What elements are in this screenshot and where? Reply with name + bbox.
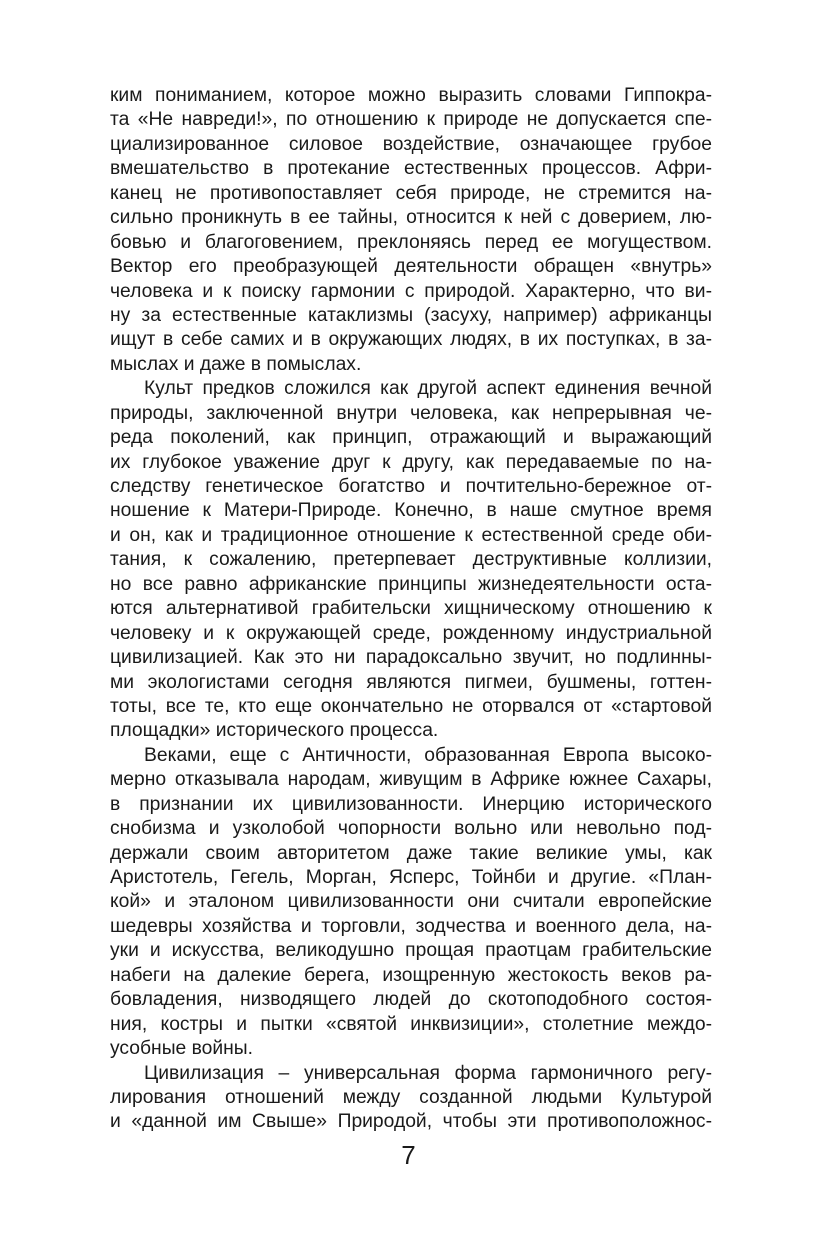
text-line: бовладения, низводящего людей до скотоподобного состоя-	[110, 989, 712, 1011]
text-line: но все равно африканские принципы жизнедеятельности оста-	[110, 573, 712, 595]
text-line: набеги на далекие берега, изощренную жестокость веков ра-	[110, 964, 712, 986]
text-line: усобные войны.	[110, 1038, 254, 1060]
text-line: цивилизацией. Как это ни парадоксально звучит, но подлинны-	[110, 647, 712, 669]
text-line: снобизма и узколобой чопорности вольно или невольно под-	[110, 818, 712, 840]
text-line: циализированное силовое воздействие, означающее грубое	[110, 133, 712, 155]
text-line: ния, костры и пытки «святой инквизиции», столетние междо-	[110, 1013, 712, 1035]
paragraph	[110, 377, 712, 744]
text-line: Аристотель, Гегель, Морган, Ясперс, Тойнби и другие. «План-	[110, 867, 712, 888]
text-line: ищут в себе самих и в окружающих людях, в их поступках, в за-	[110, 329, 712, 351]
text-line: уки и искусства, великодушно прощая праотцам грабительские	[110, 940, 712, 962]
text-line: площадки» исторического процесса.	[110, 720, 439, 742]
text-line: реда поколений, как принцип, отражающий и выражающий	[110, 427, 712, 449]
text-line: лирования отношений между созданной людьми Культурой	[110, 1086, 712, 1108]
text-line: ну за естественные катаклизмы (засуху, например) африканцы	[110, 304, 712, 326]
text-line: природы, заключенной внутри человека, как непрерывная че-	[110, 402, 712, 424]
page-body	[110, 84, 712, 1135]
text-line: канец не противопоставляет себя природе, не стремится на-	[110, 182, 712, 204]
text-line: держали своим авторитетом даже такие великие умы, как	[110, 842, 712, 864]
text-line: ким пониманием, которое можно выразить словами Гиппокра-	[110, 85, 712, 106]
text-line: шедевры хозяйства и торговли, зодчества и военного дела, на-	[110, 915, 712, 937]
text-line: ношение к Матери-Природе. Конечно, в наше смутное время	[110, 500, 712, 522]
paragraph	[110, 1062, 712, 1135]
text-line: кой» и эталоном цивилизованности они считали европейские	[110, 891, 712, 913]
text-line: Цивилизация – универсальная форма гармоничного регу-	[144, 1062, 712, 1084]
text-line: тоты, все те, кто еще окончательно не оторвался от «стартовой	[110, 695, 712, 717]
paragraph	[110, 84, 712, 377]
text-line: Вектор его преобразующей деятельности обращен «внутрь»	[110, 256, 712, 278]
text-line: ми экологистами сегодня являются пигмеи, бушмены, готтен-	[110, 671, 712, 693]
text-line: ются альтернативой грабительски хищническому отношению к	[110, 598, 712, 620]
text-line: следству генетическое богатство и почтительно-бережное от-	[110, 476, 712, 497]
text-line: человеку и к окружающей среде, рожденному индустриальной	[110, 622, 712, 644]
text-line: бовью и благоговением, преклоняясь перед ее могуществом.	[110, 231, 712, 253]
text-line: мерно отказывала народам, живущим в Африке южнее Сахары,	[110, 769, 712, 791]
text-line: та «Не навреди!», по отношению к природе не допускается спе-	[110, 109, 712, 131]
text-line: в признании их цивилизованности. Инерцию исторического	[110, 793, 712, 815]
text-line: вмешательство в протекание естественных процессов. Афри-	[110, 158, 712, 180]
text-line: и «данной им Свыше» Природой, чтобы эти противоположнос-	[110, 1111, 712, 1133]
text-line: Культ предков сложился как другой аспект единения вечной	[144, 378, 712, 400]
text-line: человека и к поиску гармонии с природой. Характерно, что ви-	[110, 280, 712, 302]
paragraph	[110, 744, 712, 1062]
text-line: тания, к сожалению, претерпевает деструктивные коллизии,	[110, 549, 712, 571]
text-line: Веками, еще с Античности, образованная Европа высоко-	[144, 744, 712, 766]
text-line: мыслах и даже в помыслах.	[110, 353, 362, 375]
page-number: 7	[401, 1140, 416, 1170]
text-line: сильно проникнуть в ее тайны, относится к ней с доверием, лю-	[110, 207, 712, 229]
text-line: и он, как и традиционное отношение к естественной среде оби-	[110, 524, 712, 546]
text-line: их глубокое уважение друг к другу, как передаваемые по на-	[110, 451, 712, 473]
